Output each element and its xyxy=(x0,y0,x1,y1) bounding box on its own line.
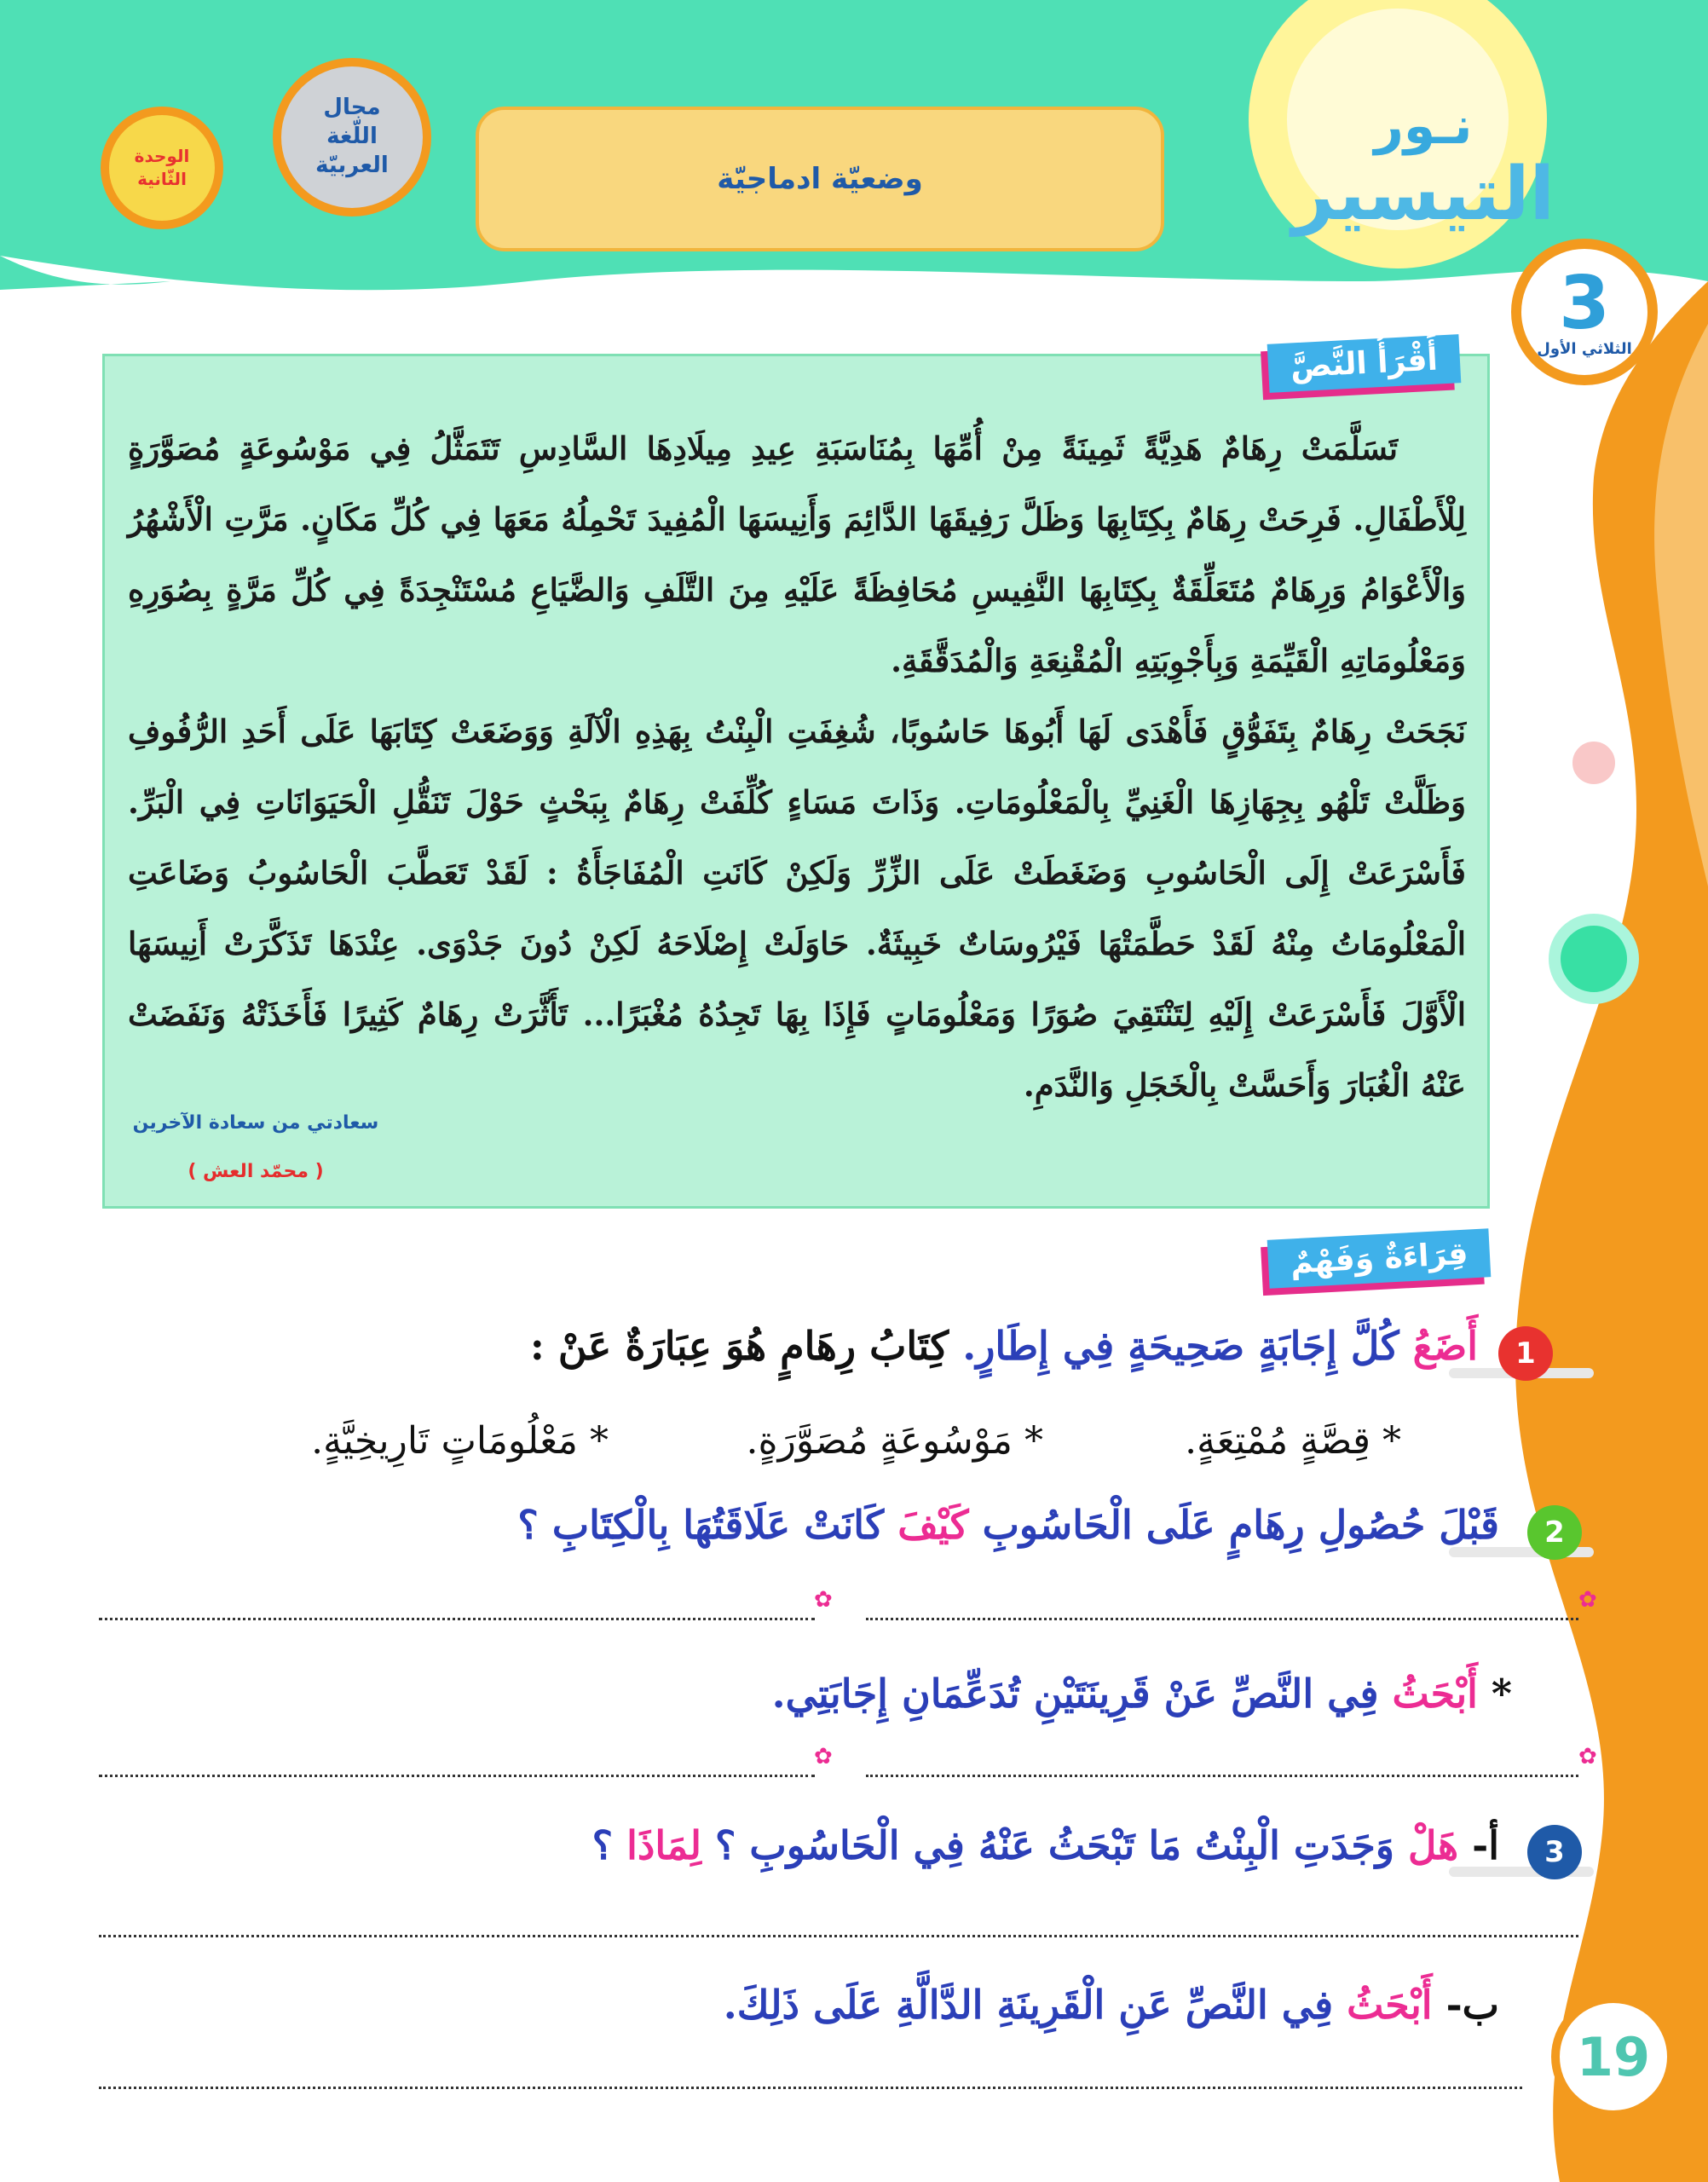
q2-sub-verb: أَبْحَثُ xyxy=(1392,1671,1478,1717)
unit-line-2: الثّانية xyxy=(137,169,187,189)
flower-icon: ✿ xyxy=(1578,1587,1597,1613)
answer-line-3[interactable] xyxy=(99,1935,1578,1937)
unit-line-1: الوحدة xyxy=(134,146,190,166)
q2-pink-word: كَيْفَ xyxy=(897,1502,969,1548)
comprehension-section-label: قِرَاءَةٌ وَفَهْمٌ xyxy=(1267,1228,1492,1289)
q1-option-1[interactable]: * قِصَّةٍ مُمْتِعَةٍ. xyxy=(1185,1419,1401,1463)
domain-line-3: العربيّة xyxy=(315,152,389,178)
q1-black-text: كِتَابُ رِهَامٍ هُوَ عِبَارَةٌ عَنْ : xyxy=(529,1323,963,1369)
q3a-prefix: أ- xyxy=(1458,1822,1499,1868)
page-number: 19 xyxy=(1551,1994,1676,2119)
q2-sub-text xyxy=(772,1671,1512,1717)
q3b-pink: أَبْحَثُ xyxy=(1347,1982,1433,2028)
decor-dot-mint xyxy=(1555,920,1633,998)
domain-line-1: مجال xyxy=(323,95,381,121)
flower-icon: ✿ xyxy=(1578,1744,1597,1769)
reading-section-label: أَقْرَأُ النَّصَّ xyxy=(1267,334,1462,393)
domain-badge xyxy=(273,58,431,216)
reading-paragraph-2: نَجَحَتْ رِهَامٌ بِتَفَوُّقٍ فَأَهْدَى لَهَا أَبُوهَا حَاسُوبًا، شُغِفَتِ الْبِنْتُ بِهَذِهِ الْآلَةِ وَوَضَعَتْ كِتَابَهَا عَلَى أَحَدِ الرُّفُوفِ وَظَلَّتْ تَلْهُو بِجِهَازِهَا الْغَنِيِّ بِالْمَعْلُومَاتِ. وَذَاتَ مَسَاءٍ كُلِّفَتْ رِهَامٌ بِبَحْثٍ حَوْلَ تَنَقُّلِ الْحَيَوَانَاتِ فِي الْبَرِّ. فَأَسْرَعَتْ إِلَى الْحَاسُوبِ وَضَغَطَتْ عَلَى الزِّرِّ وَلَكِنْ كَانَتِ الْمُفَاجَأَةُ : لَقَدْ تَعَطَّبَ الْحَاسُوبُ وَضَاعَتِ الْمَعْلُومَاتُ مِنْهُ لَقَدْ حَطَّمَتْهَا فَيْرُوسَاتٌ خَبِيثَةٌ. حَاوَلَتْ إِصْلَاحَهُ لَكِنْ دُونَ جَدْوَى. عِنْدَهَا تَذَكَّرَتْ أَنِيسَهَا الْأَوَّلَ فَأَسْرَعَتْ إِلَيْهِ لِتَنْتَقِيَ صُوَرًا وَمَعْلُومَاتٍ فَإِذَا بِهَا تَجِدُهُ مُغْبَرًا... تَأَثَّرَتْ رِهَامٌ كَثِيرًا فَأَخَذَتْهُ وَنَفَضَتْ عَنْهُ الْغُبَارَ وَأَحَسَّتْ بِالْخَجَلِ وَالنَّدَمِ. xyxy=(128,713,1466,1104)
decor-dot-pink xyxy=(1568,737,1619,788)
q3b-main: فِي النَّصِّ عَنِ الْقَرِينَةِ الدَّالَّةِ عَلَى ذَلِكَ. xyxy=(723,1982,1347,2028)
grade-badge xyxy=(1511,239,1658,385)
logo-main-word: التيسير xyxy=(1291,152,1555,237)
q1-verb: أَضَعُ xyxy=(1412,1323,1478,1369)
flower-icon: ✿ xyxy=(814,1744,833,1769)
series-logo xyxy=(1278,96,1568,237)
flower-icon: ✿ xyxy=(814,1587,833,1613)
reading-text xyxy=(128,413,1466,1121)
logo-top-word: نـور xyxy=(1374,96,1473,156)
grade-term: الثلاثي الأول xyxy=(1537,339,1632,358)
q3b-text xyxy=(724,1982,1499,2028)
banner-title: وضعيّة ادماجيّة xyxy=(717,162,923,196)
answer-line-1b[interactable] xyxy=(866,1618,1578,1620)
q1-option-2[interactable]: * مَوْسُوعَةٍ مُصَوَّرَةٍ. xyxy=(746,1419,1043,1463)
q3a-main: وَجَدَتِ الْبِنْتُ مَا تَبْحَثُ عَنْهُ فِي الْحَاسُوبِ ؟ xyxy=(701,1822,1408,1868)
q2-text xyxy=(517,1502,1499,1548)
q2-number: 2 xyxy=(1527,1505,1582,1560)
grade-number: 3 xyxy=(1559,260,1610,346)
answer-line-2a[interactable] xyxy=(99,1775,815,1777)
q3a-pink-1: هَلْ xyxy=(1408,1822,1459,1868)
source-title: سعادتي من سعادة الآخرين xyxy=(132,1112,379,1134)
answer-line-4[interactable] xyxy=(99,2087,1522,2089)
header-banner xyxy=(476,107,1164,251)
q1-text xyxy=(530,1323,1478,1369)
q1-option-3[interactable]: * مَعْلُومَاتٍ تَارِيخِيَّةٍ. xyxy=(311,1419,609,1463)
answer-line-2b[interactable] xyxy=(866,1775,1578,1777)
q2-sub-rest: فِي النَّصِّ عَنْ قَرِينَتَيْنِ تُدَعِّمَانِ إِجَابَتِي. xyxy=(771,1671,1393,1717)
q2-sub-star: * xyxy=(1477,1671,1512,1717)
q3-number: 3 xyxy=(1527,1825,1582,1879)
q2-text-a: قَبْلَ حُصُولِ رِهَامٍ عَلَى الْحَاسُوبِ xyxy=(968,1502,1499,1548)
domain-line-2: اللّغة xyxy=(326,124,378,150)
q3b-prefix: ب- xyxy=(1432,1982,1499,2028)
q1-number: 1 xyxy=(1498,1326,1553,1381)
unit-badge xyxy=(101,107,223,229)
answer-line-1a[interactable] xyxy=(99,1618,815,1620)
q3a-end: ؟ xyxy=(591,1822,627,1868)
q2-text-b: كَانَتْ عَلَاقَتُهَا بِالْكِتَابِ ؟ xyxy=(517,1502,898,1548)
reading-paragraph-1: تَسَلَّمَتْ رِهَامٌ هَدِيَّةً ثَمِينَةً مِنْ أُمِّهَا بِمُنَاسَبَةِ عِيدِ مِيلَادِهَا السَّادِسِ تَتَمَثَّلُ فِي مَوْسُوعَةٍ مُصَوَّرَةٍ لِلْأَطْفَالِ. فَرِحَتْ رِهَامٌ بِكِتَابِهَا وَظَلَّ رَفِيقَهَا الدَّائِمَ وَأَنِيسَهَا الْمُفِيدَ تَحْمِلُهُ مَعَهَا فِي كُلِّ مَكَانٍ. مَرَّتِ الْأَشْهُرُ وَالْأَعْوَامُ وَرِهَامٌ مُتَعَلِّقَةٌ بِكِتَابِهَا النَّفِيسِ مُحَافِظَةً عَلَيْهِ مِنَ التَّلَفِ وَالضَّيَاعِ مُسْتَنْجِدَةً فِي كُلِّ مَرَّةٍ بِصُوَرِهِ وَمَعْلُومَاتِهِ الْقَيِّمَةِ وَبِأَجْوِبَتِهِ الْمُقْنِعَةِ وَالْمُدَقَّقَةِ. xyxy=(128,430,1466,679)
q3a-text xyxy=(592,1822,1499,1868)
source-author: ( محمّد العش ) xyxy=(188,1161,324,1182)
q3a-pink-2: لِمَاذَا xyxy=(626,1822,701,1868)
q1-rest: كُلَّ إِجَابَةٍ صَحِيحَةٍ فِي إِطَارٍ. xyxy=(962,1323,1413,1369)
